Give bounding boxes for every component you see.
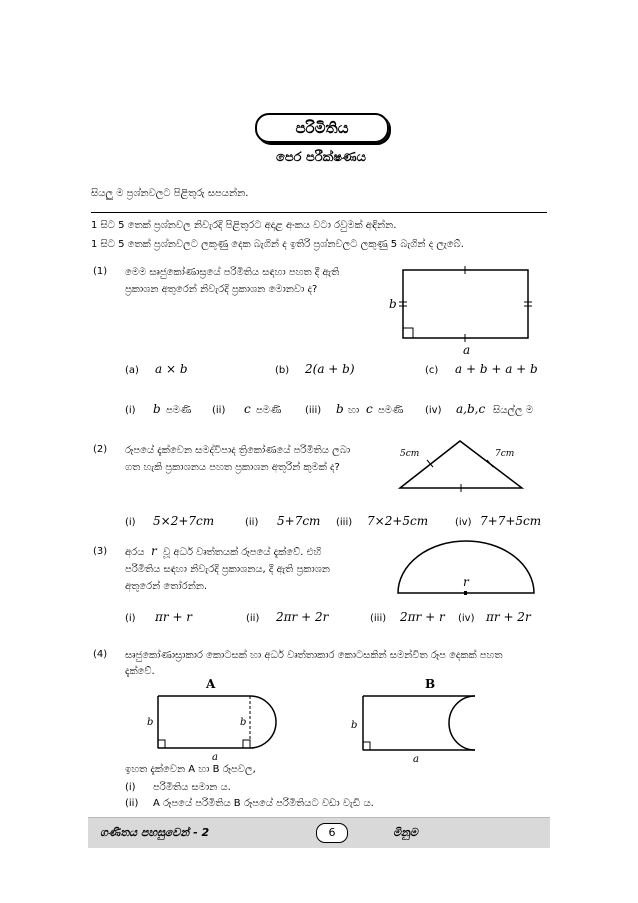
q1-option-b-label: (b) (275, 365, 290, 376)
q2-option-iii-label: (iii) (336, 517, 353, 528)
q3-text-line1-a: අරය (125, 547, 145, 558)
q2-option-ii-expr: 5+7cm (277, 514, 321, 528)
q4-fig-a-label-b-right: b (240, 717, 247, 728)
q2-fig-label-right: 7cm (495, 449, 515, 459)
q4-statement-i-label: (i) (125, 782, 136, 793)
q1-answer-iii-text: පමණි (378, 405, 404, 416)
q1-rectangle-figure (385, 260, 555, 360)
q4-lead: ඉහත දැක්වෙන A හා B රූපවල, (125, 764, 256, 775)
q3-option-ii-expr: 2πr + 2r (276, 610, 329, 624)
page-title: පරිමිතිය (255, 113, 389, 143)
q3-option-iii-label: (iii) (370, 613, 387, 624)
page-subtitle: පෙර පරීක්ෂණය (276, 150, 366, 165)
q1-answer-iv-label: (iv) (425, 405, 442, 416)
q1-answer-ii-var: c (244, 402, 251, 416)
q1-answer-iii-label: (iii) (305, 405, 322, 416)
q4-statement-i-text: පරිමිතිය සමාන ය. (153, 782, 231, 793)
q1-number: (1) (93, 266, 108, 277)
q4-fig-a-label-b-left: b (147, 717, 154, 728)
q2-text-line2: ගත හැකි ප්‍රකාශනය පහත ප්‍රකාශන අතුරින් කුමක් ද? (125, 462, 340, 473)
q4-statement-ii-text: A රූපයේ පරිමිතිය B රූපයේ පරිමිතියට වඩා වැඩි ය. (153, 798, 374, 809)
footer-book-title: ගණිතය පහසුවෙන් - 2 (100, 826, 210, 839)
q1-answer-i-label: (i) (125, 405, 136, 416)
q4-fig-b-label-a: a (413, 754, 419, 765)
q3-text-var: r (151, 544, 157, 558)
q3-text-line3: අතුරෙන් තෝරන්න. (125, 581, 208, 592)
q1-option-b-expr: 2(a + b) (305, 362, 355, 376)
general-instruction: සියලු ම ප්‍රශ්නවලට පිළිතුරු සපයන්න. (91, 188, 249, 199)
q3-option-ii-label: (ii) (246, 613, 260, 624)
page-footer (88, 817, 550, 848)
instruction-2: 1 සිට 5 තෙක් ප්‍රශ්නවලට ලකුණු දෙක බැගින් ද ඉතිරි ප්‍රශ්නවලට ලකුණු 5 බැගින් ද ලැබේ. (91, 239, 464, 250)
q2-text-line1: රූපයේ දැක්වෙන සමද්විපාද ත්‍රිකෝණයේ පරිමිතිය ලබා (125, 445, 351, 456)
q1-option-a-expr: a × b (155, 362, 188, 376)
footer-chapter: මිනුම (393, 826, 418, 839)
q2-option-iv-label: (iv) (455, 517, 472, 528)
q3-option-iv-expr: πr + 2r (486, 610, 531, 624)
q3-semicircle-figure (395, 538, 540, 603)
q1-fig-label-a: a (463, 343, 471, 357)
q3-number: (3) (93, 546, 108, 557)
q1-answer-i-var: b (153, 402, 161, 416)
q1-option-c-expr: a + b + a + b (455, 362, 538, 376)
divider (91, 212, 547, 213)
q3-fig-label-r: r (463, 575, 469, 589)
q4-figure-b (345, 676, 530, 766)
q2-option-ii-label: (ii) (245, 517, 259, 528)
q2-option-i-label: (i) (125, 517, 136, 528)
q1-option-a-label: (a) (125, 365, 139, 376)
q4-fig-b-label-b: b (351, 720, 358, 731)
q2-option-iv-expr: 7+7+5cm (480, 514, 542, 528)
q4-number: (4) (93, 649, 108, 660)
instruction-1: 1 සිට 5 තෙක් ප්‍රශ්නවල නිවැරදි පිළිතුරට අදාළ අංකය වටා රවුමක් අඳින්න. (91, 220, 397, 231)
q1-answer-iii-var2: c (366, 402, 373, 416)
q1-fig-label-b: b (389, 297, 397, 311)
q2-number: (2) (93, 444, 108, 455)
q1-text-line2: ප්‍රකාශන අතුරෙන් නිවැරදි ප්‍රකාශන මොනවා ද? (125, 284, 318, 295)
q4-statement-ii-label: (ii) (125, 798, 139, 809)
q1-answer-iv-var: a,b,c (456, 402, 486, 416)
q1-answer-ii-text: පමණි (256, 405, 282, 416)
q3-text-line2: පරිමිතිය සඳහා නිවැරදි ප්‍රකාශනය, දී ඇති ප්‍රකාශන (125, 564, 330, 575)
q2-option-iii-expr: 7×2+5cm (367, 514, 429, 528)
q3-option-i-expr: πr + r (155, 610, 193, 624)
q4-text-line2: දැක්වේ. (125, 666, 155, 677)
page-number: 6 (316, 823, 348, 843)
q3-option-i-label: (i) (125, 613, 136, 624)
q2-triangle-figure (395, 438, 535, 498)
q1-answer-iii-var1: b (336, 402, 344, 416)
q3-text-line1-b: වූ අර්ධ වෘත්තයක් රූපයේ දැක්වේ. එහි (163, 547, 322, 558)
q4-fig-label-A: A (206, 677, 216, 691)
q4-fig-a-label-a: a (212, 752, 218, 763)
q2-fig-label-left: 5cm (400, 449, 420, 459)
q2-option-i-expr: 5×2+7cm (153, 514, 215, 528)
q4-text-line1: සෘජුකෝණාස්‍රාකාර කොටසක් හා අර්ධ වෘත්තාකාර කොටසකින් සමන්විත රූප දෙකක් පහත (125, 650, 503, 661)
q3-option-iv-label: (iv) (458, 613, 475, 624)
q1-answer-iii-mid: හා (348, 405, 360, 416)
q1-answer-ii-label: (ii) (212, 405, 226, 416)
q1-option-c-label: (c) (425, 365, 439, 376)
q1-answer-i-text: පමණි (166, 405, 192, 416)
q4-figure-a (140, 676, 300, 766)
q3-option-iii-expr: 2πr + r (400, 610, 445, 624)
q1-answer-iv-text: සියල්ල ම (493, 405, 534, 416)
q4-fig-label-B: B (425, 677, 436, 691)
q1-text-line1: මෙම සෘජුකෝණාස්‍රයේ පරිමිතිය සඳහා පහත දී ඇති (125, 267, 340, 278)
